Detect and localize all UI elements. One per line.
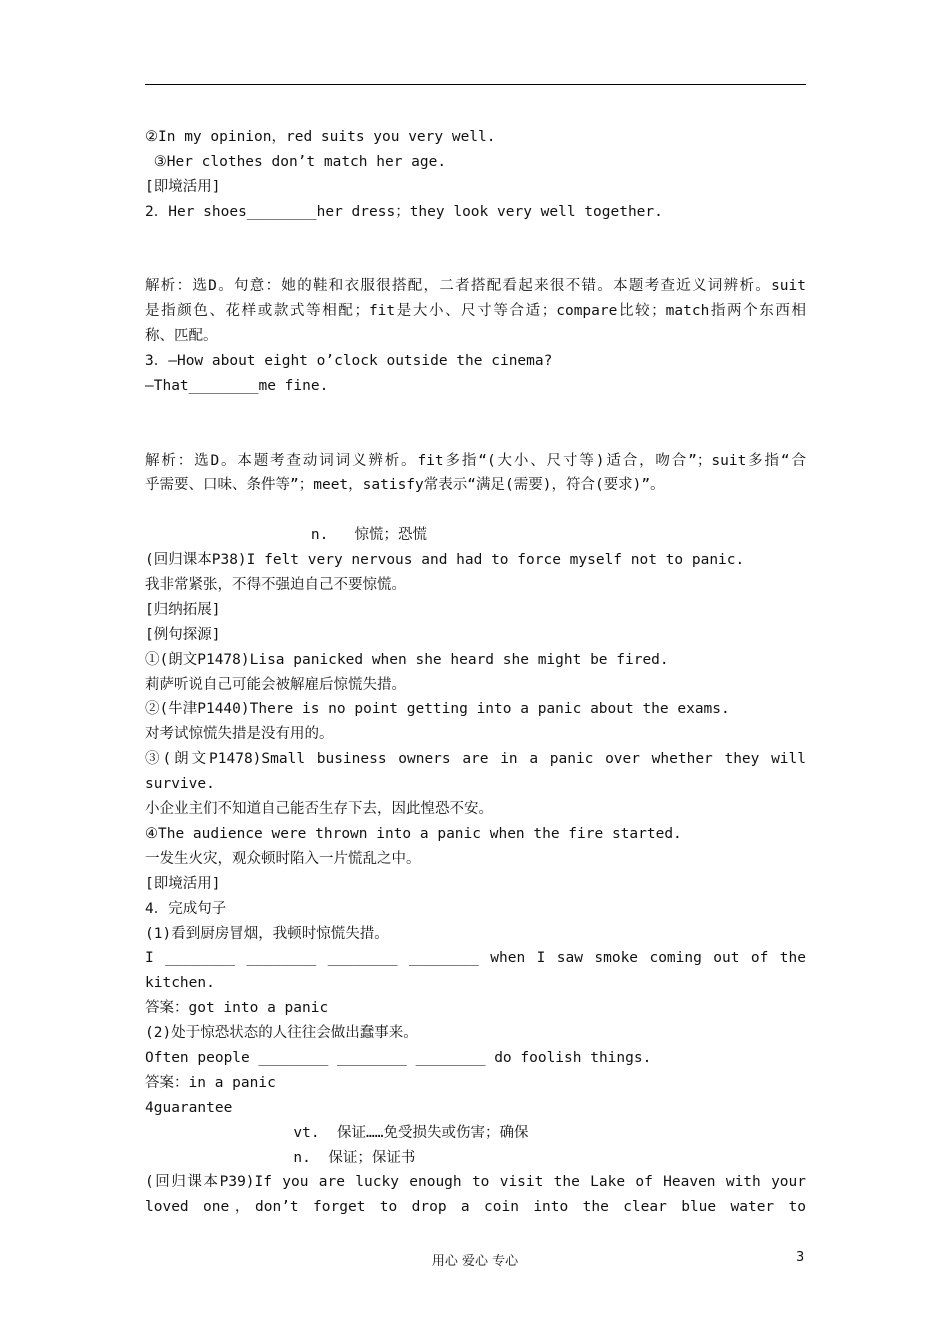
- page-number: 3: [796, 1250, 805, 1265]
- translation: 对考试惊慌失措是没有用的。: [145, 726, 334, 743]
- example-sentence: ①(朗文P1478)Lisa panicked when she heard she might be fired.: [145, 651, 669, 668]
- textbook-sentence: loved one，don’t forget to drop a coin into the clear blue water to: [145, 1199, 806, 1216]
- header-rule: [145, 84, 806, 85]
- options-row: [145, 249, 806, 274]
- textbook-sentence: (回归课本P39)If you are lucky enough to visit the Lake of Heaven with your: [145, 1174, 806, 1191]
- translation: 莉萨听说自己可能会被解雇后惊慌失措。: [145, 676, 406, 693]
- example-sentence: ②(牛津P1440)There is no point getting into a panic about the exams.: [145, 701, 730, 718]
- section-heading: [即境活用]: [145, 875, 221, 892]
- question-3-reply: —That________me fine.: [145, 377, 329, 394]
- options-row: [145, 399, 806, 424]
- sub-question: (1)看到厨房冒烟，我顿时惊慌失措。: [145, 925, 389, 942]
- translation: 我非常紧张，不得不强迫自己不要惊慌。: [145, 577, 406, 594]
- fill-blank-line: Often people ________ ________ ________ do foolish things.: [145, 1049, 652, 1066]
- vocab-definition: vt. 保证……免受损失或伤害；确保: [145, 1124, 529, 1141]
- example-sentence: ④The audience were thrown into a panic when the fire started.: [145, 825, 682, 842]
- options-row: [145, 424, 806, 449]
- answer: 答案：in a panic: [145, 1074, 276, 1091]
- question-4: 4．完成句子: [145, 900, 227, 917]
- textbook-sentence: (回归课本P38)I felt very nervous and had to force myself not to panic.: [145, 552, 745, 569]
- footer-motto: 用心 爱心 专心: [431, 1254, 519, 1269]
- analysis-line: 称、匹配。: [145, 328, 218, 345]
- question-3: 3．—How about eight o’clock outside the cinema?: [145, 353, 553, 370]
- fill-blank-line: kitchen.: [145, 975, 215, 992]
- text-line: ②In my opinion，red suits you very well.: [145, 129, 496, 145]
- analysis-line: 解析：选D。句意：她的鞋和衣服很搭配，二者搭配看起来很不错。本题考查近义词辨析。suit: [145, 278, 806, 295]
- fill-blank-line: I ________ ________ ________ ________ when I saw smoke coming out of the: [145, 950, 806, 967]
- vocab-entry: [145, 498, 806, 523]
- question-2: 2．Her shoes________her dress；they look very well together.: [145, 203, 663, 220]
- vocab-word: 4guarantee: [145, 1099, 233, 1116]
- options-row: [145, 225, 806, 250]
- vocab-definition: n. 保证；保证书: [145, 1149, 416, 1166]
- page-content: [145, 125, 806, 1220]
- answer: 答案：got into a panic: [145, 1000, 329, 1017]
- vocab-definition: n. 惊慌；恐慌: [145, 527, 428, 544]
- example-sentence: ③(朗文P1478)Small business owners are in a panic over whether they will: [145, 751, 806, 768]
- example-sentence: survive.: [145, 776, 215, 793]
- translation: 一发生火灾，观众顿时陷入一片慌乱之中。: [145, 850, 421, 867]
- text-line: ③Her clothes don’t match her age.: [145, 153, 447, 170]
- section-heading: [即境活用]: [145, 178, 221, 195]
- analysis-line: 乎需要、口味、条件等”；meet，satisfy常表示“满足(需要)，符合(要求)”。: [145, 477, 665, 494]
- analysis-line: 解析：选D。本题考查动词词义辨析。fit多指“(大小、尺寸等)适合，吻合”；suit多指“合: [145, 452, 806, 469]
- section-heading: [归纳拓展]: [145, 601, 221, 618]
- section-heading: [例句探源]: [145, 626, 221, 643]
- sub-question: (2)处于惊恐状态的人往往会做出蠢事来。: [145, 1025, 418, 1042]
- analysis-line: 是指颜色、花样或款式等相配；fit是大小、尺寸等合适；compare比较；match指两个东西相: [145, 303, 806, 320]
- translation: 小企业主们不知道自己能否生存下去，因此惶恐不安。: [145, 801, 493, 818]
